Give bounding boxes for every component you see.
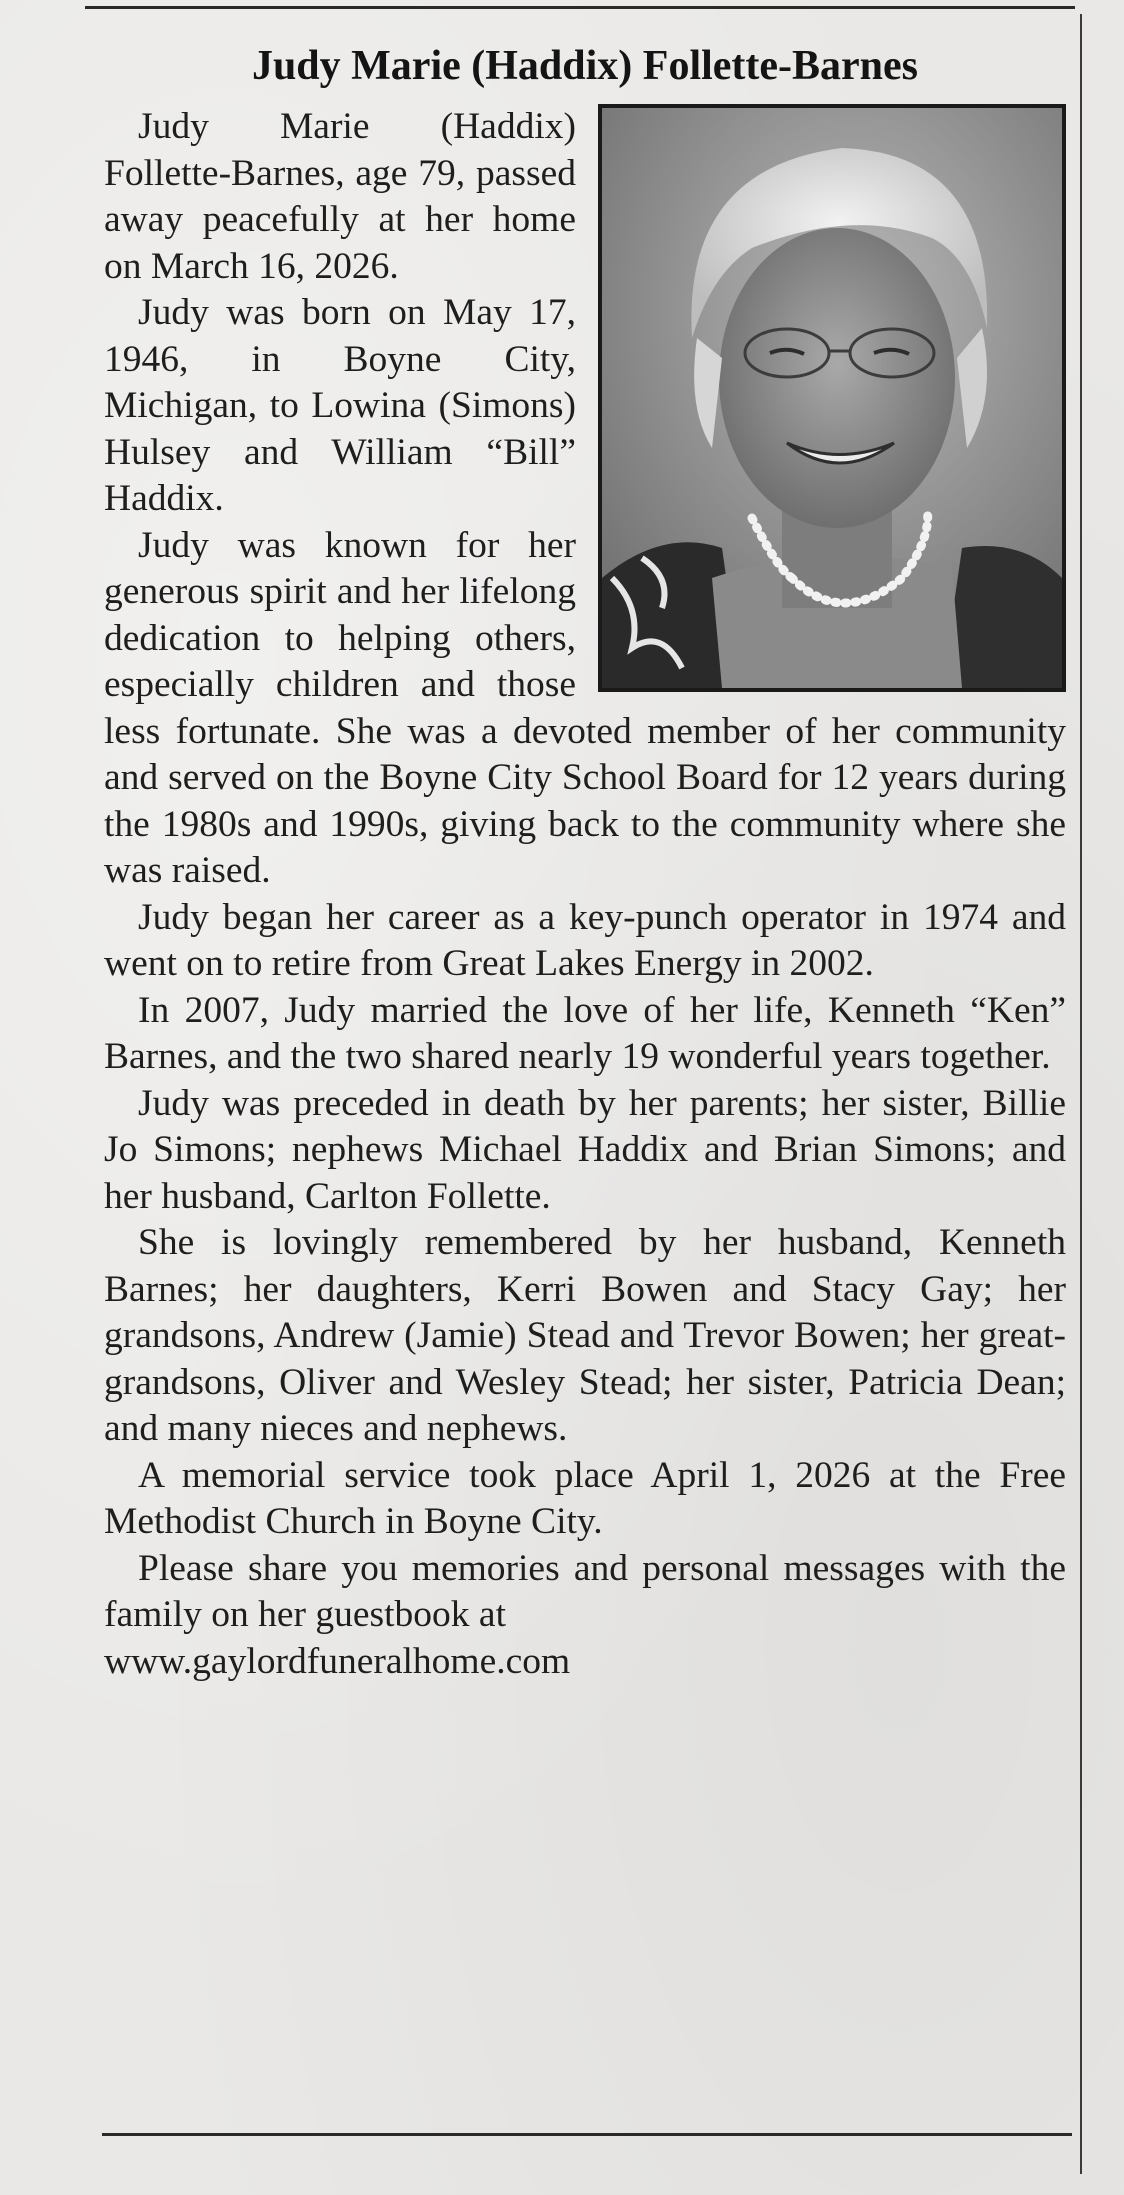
bottom-column-rule bbox=[102, 2133, 1072, 2136]
portrait-photo-icon bbox=[598, 104, 1066, 692]
obituary-headline: Judy Marie (Haddix) Follette-Barnes bbox=[251, 43, 919, 89]
paragraph-career: Judy began her career as a key-punch operator in 1974 and went on to retire from Great Lakes Energy in 2002. bbox=[104, 896, 1066, 984]
paragraph-survivors: She is lovingly remembered by her husband, Kenneth Barnes; her daughters, Kerri Bowen and Stacy Gay; her grandsons, Andrew (Jamie) Stead and Trevor Bowen; her great-grandsons, Oliver and Wesley Stead; her sister, Patricia Dean; and many nieces and nephews. bbox=[104, 1222, 1066, 1449]
portrait-photo-graphic bbox=[602, 108, 1062, 688]
top-column-rule bbox=[85, 6, 1075, 9]
paragraph-birth: Judy was born on May 17, 1946, in Boyne City, Michigan, to Lowina (Simons) Hulsey and William “Bill” Haddix. bbox=[104, 292, 576, 519]
funeral-home-website-link[interactable]: www.gaylordfuneralhome.com bbox=[104, 1640, 571, 1682]
right-column-rule bbox=[1080, 14, 1082, 2174]
paragraph-memorial-service: A memorial service took place April 1, 2026 at the Free Methodist Church in Boyne City. bbox=[104, 1454, 1066, 1542]
paragraph-marriage: In 2007, Judy married the love of her life, Kenneth “Ken” Barnes, and the two shared nearly 19 wonderful years together. bbox=[104, 989, 1066, 1077]
obituary-article bbox=[104, 40, 1066, 1685]
paragraph-death-notice: Judy Marie (Haddix) Follette-Barnes, age 79, passed away peacefully at her home on March 16, 2026. bbox=[104, 106, 576, 287]
paragraph-guestbook: Please share you memories and personal messages with the family on her guestbook at bbox=[104, 1547, 1066, 1635]
obituary-body bbox=[104, 104, 1066, 1685]
paragraph-preceded-in-death: Judy was preceded in death by her parents; her sister, Billie Jo Simons; nephews Michael Haddix and Brian Simons; and her husband, Carlton Follette. bbox=[104, 1082, 1066, 1217]
paragraph-community: Judy was known for her generous spirit and her lifelong dedication to helping others, especially children and those less fortunate. She was a devoted member of her community and served on the Boyne City School Board for 12 years during the 1980s and 1990s, giving back to the community where she was raised. bbox=[104, 524, 1066, 891]
